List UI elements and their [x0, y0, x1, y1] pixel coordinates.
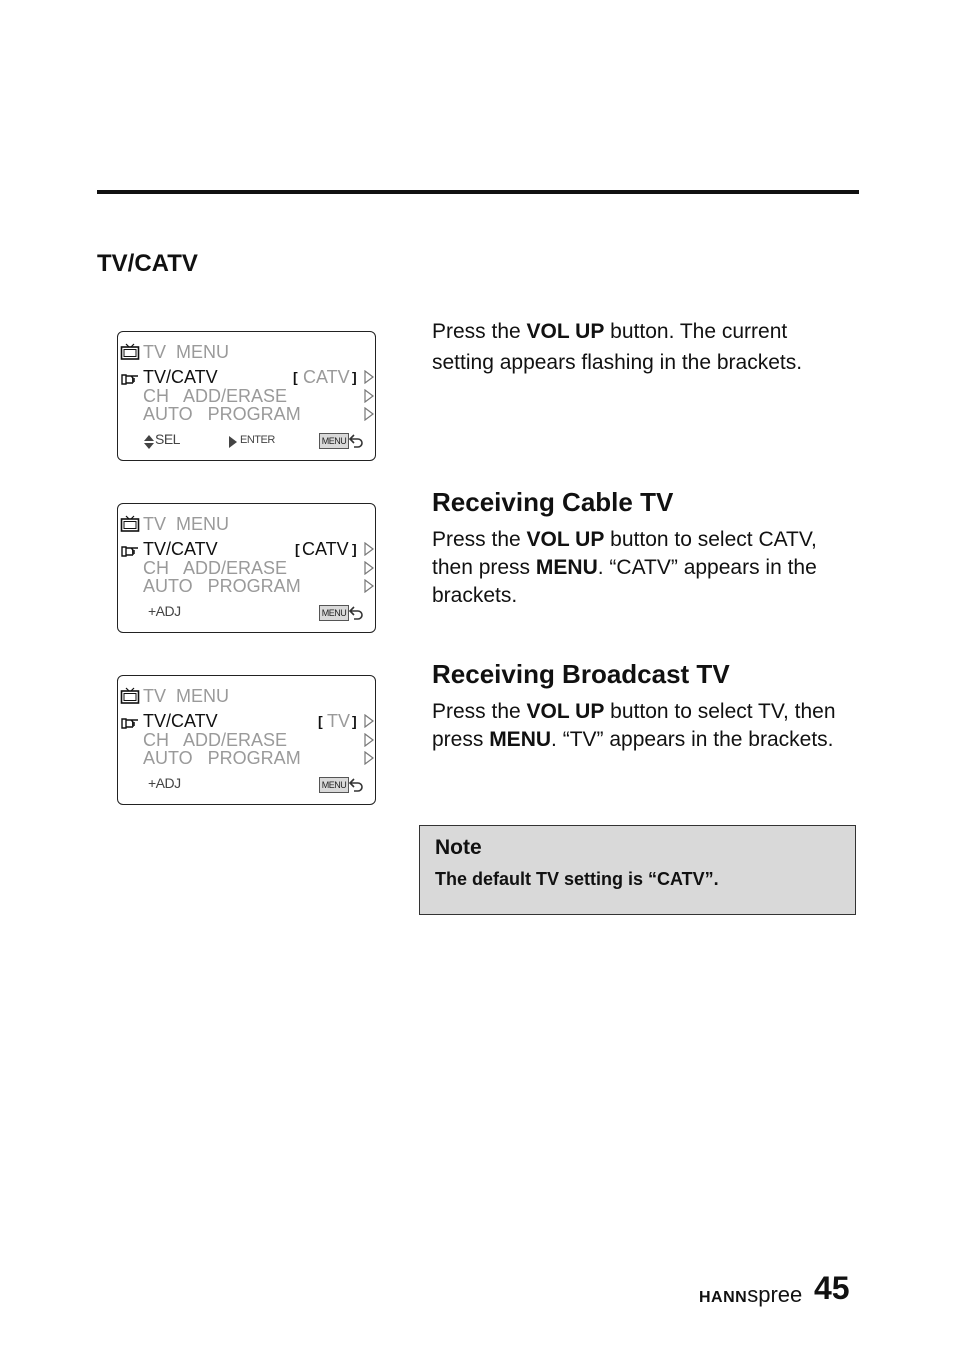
osd-item-auto-program: [118, 404, 375, 424]
header-rule: [97, 190, 859, 194]
return-icon: [349, 777, 363, 793]
step1-text: [432, 316, 852, 378]
right-triangle-icon: [363, 407, 375, 421]
osd-item-auto-program: [118, 748, 375, 768]
osd-item-tvcatv: [118, 539, 375, 559]
text-run: button to select TV, then press: [432, 700, 836, 751]
osd-menu-title: TV MENU: [143, 514, 230, 534]
osd-item-tvcatv: [118, 711, 375, 731]
text-bold-run: VOL UP: [526, 528, 605, 551]
osd-foot-adj: +ADJ: [148, 775, 181, 791]
bracket-close: ]: [352, 713, 357, 729]
broadcast-heading: Receiving Broadcast TV: [432, 659, 730, 689]
osd-title-row: [118, 514, 375, 534]
osd-foot-adj: +ADJ: [148, 603, 181, 619]
text-run: Press the: [432, 528, 527, 551]
note-title: Note: [435, 836, 482, 859]
osd-item-ch-add-erase: [118, 558, 375, 578]
pointing-hand-icon: [120, 540, 140, 558]
osd-title-row: [118, 686, 375, 706]
brand-logo: [699, 1282, 802, 1308]
right-triangle-icon: [363, 370, 375, 384]
osd-menu-title: TV MENU: [143, 342, 230, 362]
osd-item-label: CH ADD/ERASE: [143, 730, 288, 750]
osd-panel-catv: [117, 503, 376, 633]
return-icon: [349, 433, 363, 449]
menu-key-icon: MENU: [319, 777, 349, 793]
osd-menu-title: TV MENU: [143, 686, 230, 706]
text-run: button to select CATV, then press: [432, 528, 817, 579]
bracket-open: [: [318, 713, 323, 729]
tv-icon: [120, 343, 140, 361]
note-box: [419, 825, 856, 915]
bracket-close: ]: [352, 369, 357, 385]
osd-value: CATV: [303, 367, 350, 387]
brand-bold: HANN: [699, 1289, 748, 1306]
page-number: 45: [814, 1270, 850, 1306]
text-bold-run: VOL UP: [526, 700, 605, 723]
osd-item-label: CH ADD/ERASE: [143, 386, 288, 406]
return-icon: [349, 605, 363, 621]
note-text: The default TV setting is “CATV”.: [435, 869, 719, 889]
bracket-close: ]: [352, 541, 357, 557]
osd-item-ch-add-erase: [118, 386, 375, 406]
right-triangle-icon: [363, 751, 375, 765]
osd-item-label: CH ADD/ERASE: [143, 558, 288, 578]
right-triangle-icon: [363, 542, 375, 556]
tv-icon: [120, 515, 140, 533]
right-triangle-icon: [363, 561, 375, 575]
osd-foot-enter: ENTER: [240, 434, 275, 446]
osd-title-row: [118, 342, 375, 362]
text-run: button. The current setting appears flashing in the brackets.: [432, 320, 803, 374]
up-down-icon: [144, 435, 154, 449]
section-title: TV/CATV: [97, 250, 198, 277]
osd-value: TV: [327, 711, 351, 731]
pointing-hand-icon: [120, 712, 140, 730]
menu-key-icon: MENU: [319, 605, 349, 621]
menu-key-icon: MENU: [319, 433, 349, 449]
osd-item-label: TV/CATV: [143, 539, 218, 559]
osd-item-tvcatv: [118, 367, 375, 387]
cable-text: [432, 526, 852, 610]
right-triangle-icon: [363, 714, 375, 728]
broadcast-text: [432, 698, 852, 754]
pointing-hand-icon: [120, 368, 140, 386]
osd-item-label: AUTO PROGRAM: [143, 748, 301, 768]
play-icon: [229, 436, 237, 448]
cable-heading: Receiving Cable TV: [432, 487, 674, 517]
text-run: Press the: [432, 320, 527, 343]
brand-light: spree: [747, 1282, 803, 1307]
osd-item-label: AUTO PROGRAM: [143, 576, 301, 596]
osd-item-label: AUTO PROGRAM: [143, 404, 301, 424]
osd-item-label: TV/CATV: [143, 711, 218, 731]
osd-item-ch-add-erase: [118, 730, 375, 750]
text-bold-run: MENU: [489, 728, 552, 751]
osd-item-auto-program: [118, 576, 375, 596]
right-triangle-icon: [363, 733, 375, 747]
bracket-open: [: [293, 369, 298, 385]
text-run: Press the: [432, 700, 527, 723]
bracket-open: [: [295, 541, 300, 557]
text-run: . “CATV” appears in the brackets.: [432, 556, 817, 607]
text-run: . “TV” appears in the brackets.: [551, 728, 834, 751]
right-triangle-icon: [363, 389, 375, 403]
osd-panel-select: [117, 331, 376, 461]
tv-icon: [120, 687, 140, 705]
osd-item-label: TV/CATV: [143, 367, 218, 387]
osd-panel-tv: [117, 675, 376, 805]
right-triangle-icon: [363, 579, 375, 593]
osd-foot-sel: SEL: [155, 431, 180, 447]
text-bold-run: MENU: [535, 556, 598, 579]
text-bold-run: VOL UP: [526, 320, 605, 343]
osd-value: CATV: [302, 539, 349, 559]
